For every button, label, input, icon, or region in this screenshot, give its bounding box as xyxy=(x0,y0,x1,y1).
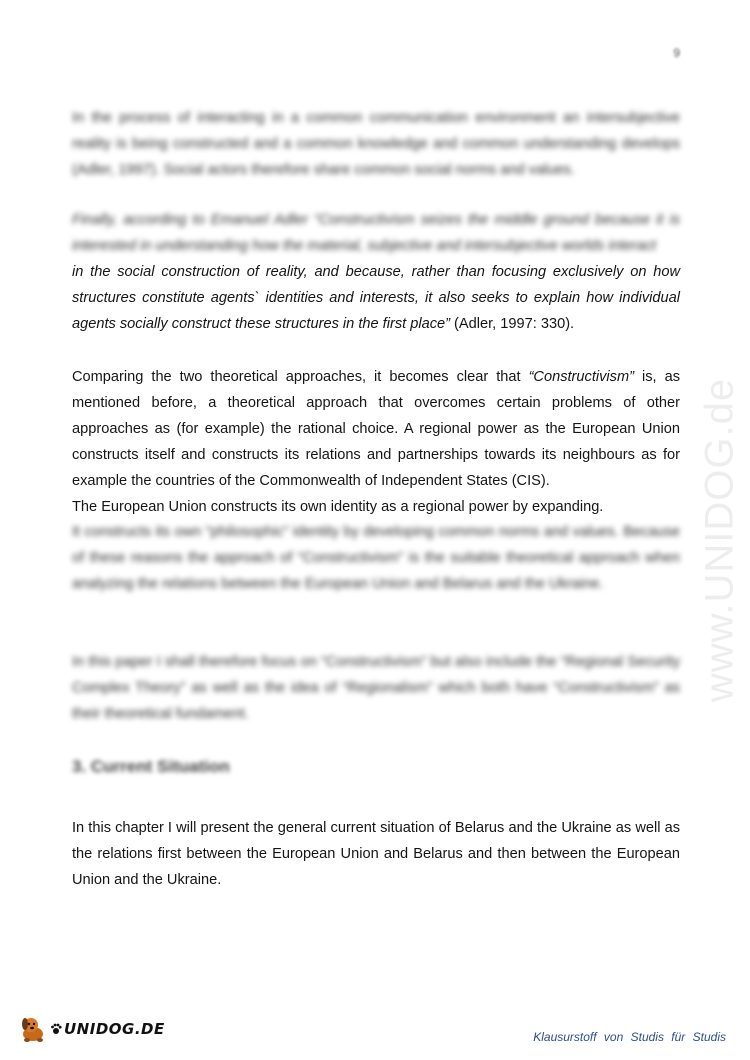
logo-text: UNIDOG.DE xyxy=(64,1020,165,1038)
paw-icon xyxy=(50,1023,62,1035)
constructivism-term: “Constructivism” xyxy=(528,369,634,385)
footer-tagline: Klausurstoff von Studis für Studis xyxy=(533,1030,726,1044)
page-number: 9 xyxy=(673,46,680,60)
paragraph-intersubjective: In the process of interacting in a common communication environment an intersubjective reality is being constructed and a common knowledge and common understanding develops (Adler, 1997). Social actors therefore share common social norms and values. xyxy=(72,110,680,178)
adler-quote-text: in the social construction of reality, and because, rather than focusing exclusively on how structures constitute agents` identities and interests, it also seeks to explain how individual agents socially construct these structures in the first place” xyxy=(72,264,680,332)
footer-logo xyxy=(18,1014,165,1044)
section-heading: 3. Current Situation xyxy=(72,757,230,776)
watermark xyxy=(690,320,750,760)
comparison-text-a: Comparing the two theoretical approaches, it becomes clear that xyxy=(72,369,529,385)
dog-logo-icon xyxy=(18,1014,48,1044)
paragraph-chapter-intro: In this chapter I will present the general current situation of Belarus and the Ukraine as well as the relations first between the European Union and Belarus and then between the European Union and the Ukraine. xyxy=(72,820,680,888)
watermark-text: www.UNIDOG.de xyxy=(697,377,742,703)
adler-citation: (Adler, 1997: 330). xyxy=(449,316,575,332)
paragraph-focus-blurred: In this paper I shall therefore focus on “Constructivism” but also include the “Regional Security Complex Theory” as well as the idea of “Regionalism” which both have “Constructivism” as their theoretical fundament. xyxy=(72,654,680,722)
comparison-text-b: is, as mentioned before, a theoretical approach that overcomes certain problems of other approaches as (for example) the rational choice. A regional power as the European Union constructs itself and constructs its relations and partnerships towards its neighbours as for example the countries of the Commonwealth of Independent States (CIS). xyxy=(72,369,680,489)
paragraph-philosophic-identity-blurred: It constructs its own “philosophic” identity by developing common norms and values. Because of these reasons the approach of “Constructivism” is the suitable theoretical approach when analyzing the relations between the European Union and Belarus and the Ukraine. xyxy=(72,524,680,592)
paragraph-comparison xyxy=(72,364,680,494)
paragraph-eu-identity: The European Union constructs its own identity as a regional power by expanding. xyxy=(72,499,604,515)
paragraph-adler-quote xyxy=(72,259,680,337)
paragraph-adler-quote-blurred: Finally, according to Emanuel Adler “Constructivism seizes the middle ground because it is interested in understanding how the material, subjective and intersubjective worlds interact xyxy=(72,212,680,254)
